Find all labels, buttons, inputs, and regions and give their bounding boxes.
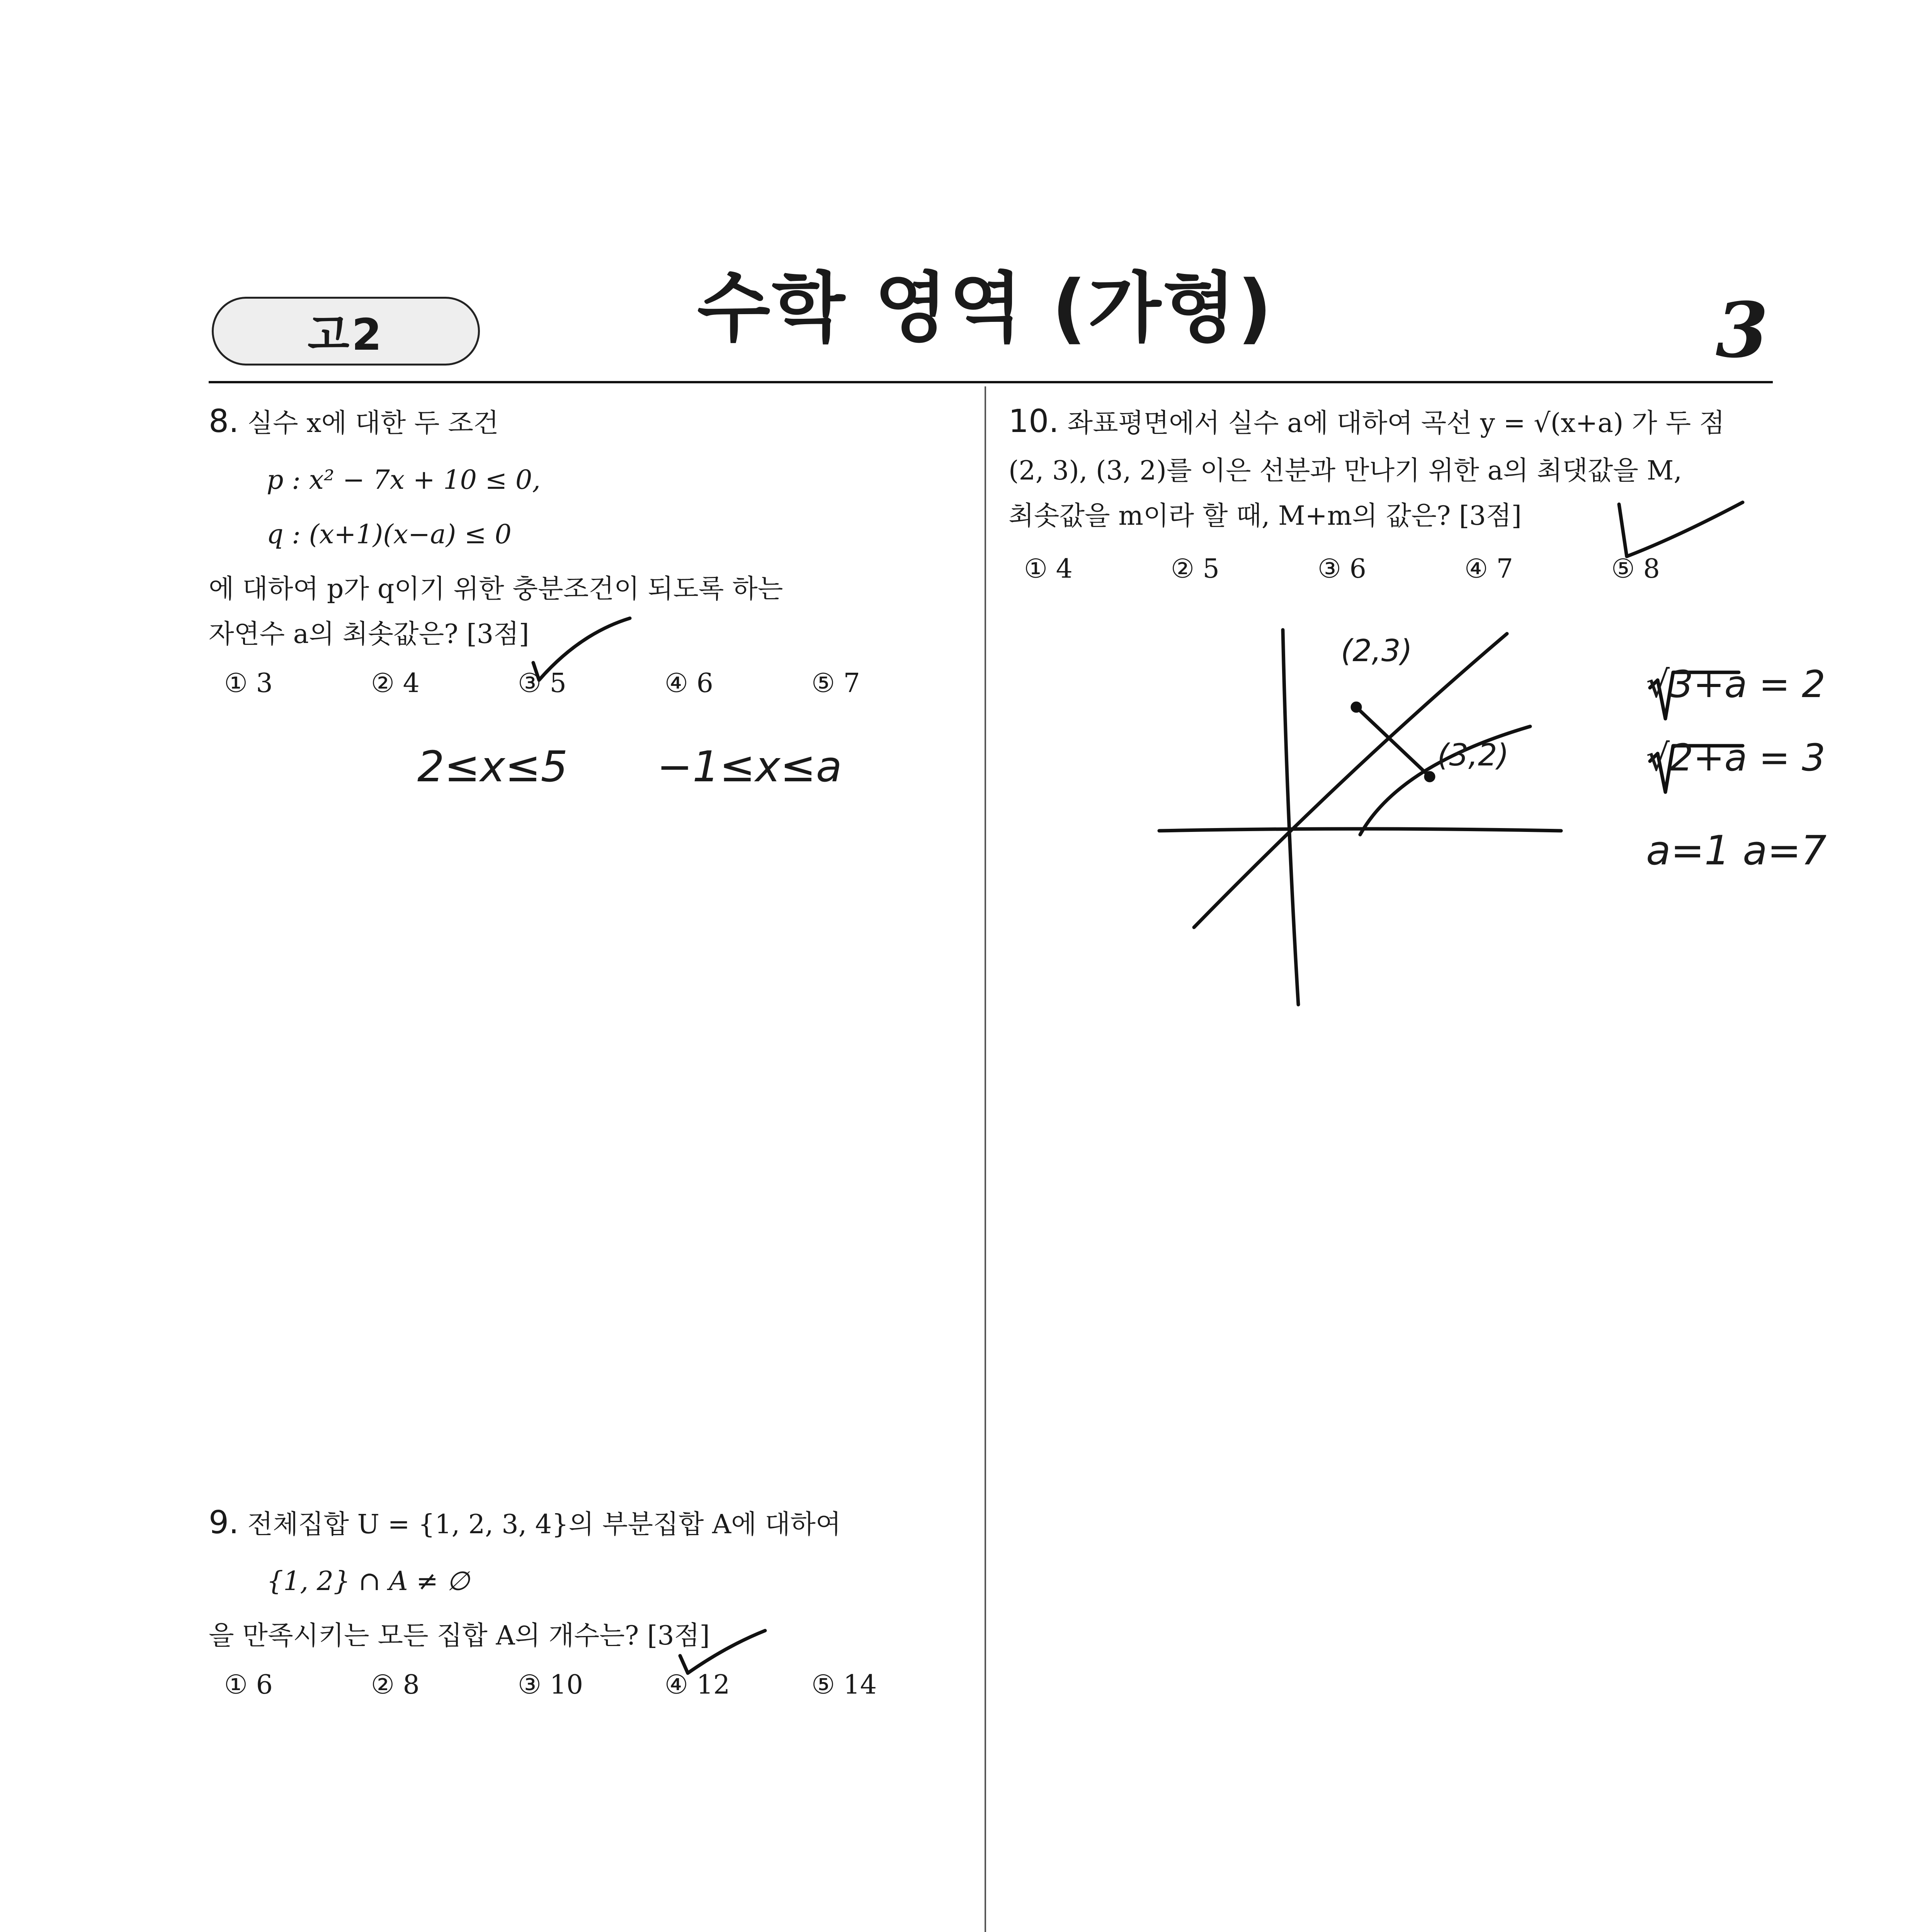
question-number: 9. xyxy=(209,1504,239,1541)
condition-p: p : x² − 7x + 10 ≤ 0, xyxy=(267,465,541,496)
question-text: 에 대하여 p가 q이기 위한 충분조건이 되도록 하는 xyxy=(209,573,783,604)
graph-line xyxy=(1194,634,1507,927)
checkmark-q10 xyxy=(1619,502,1743,556)
choice-5[interactable]: ⑤ 8 xyxy=(1611,553,1660,584)
graph-segment xyxy=(1356,707,1430,777)
graph-y-axis xyxy=(1283,630,1298,1005)
checkmark-q8 xyxy=(533,618,630,680)
choice-3[interactable]: ③ 10 xyxy=(518,1669,583,1700)
question-text: 최솟값을 m이라 할 때, M+m의 값은? [3점] xyxy=(1009,500,1522,531)
handwritten-note: √3+a = 2 xyxy=(1646,663,1826,706)
handwritten-note: a=1 a=7 xyxy=(1646,827,1827,874)
page-number: 3 xyxy=(1716,286,1769,375)
choice-2[interactable]: ② 5 xyxy=(1171,553,1219,584)
condition: {1, 2} ∩ A ≠ ∅ xyxy=(267,1566,470,1597)
question-text: (2, 3), (3, 2)를 이은 선분과 만나기 위한 a의 최댓값을 M, xyxy=(1009,456,1682,486)
condition-q: q : (x+1)(x−a) ≤ 0 xyxy=(267,519,512,550)
exam-title: 수학 영역 (가형) xyxy=(697,264,1274,352)
graph-point-label: (2,3) xyxy=(1341,634,1412,668)
choice-1[interactable]: ① 3 xyxy=(224,668,273,699)
choice-4[interactable]: ④ 12 xyxy=(665,1669,730,1700)
choice-1[interactable]: ① 4 xyxy=(1024,553,1073,584)
choice-5[interactable]: ⑤ 14 xyxy=(811,1669,877,1700)
question-number: 10. xyxy=(1009,403,1059,440)
handwritten-note: √2+a = 3 xyxy=(1646,736,1826,779)
question-text: 전체집합 U = {1, 2, 3, 4}의 부분집합 A에 대하여 xyxy=(247,1509,841,1540)
choice-3[interactable]: ③ 5 xyxy=(518,668,566,699)
choice-4[interactable]: ④ 7 xyxy=(1464,553,1513,584)
choice-4[interactable]: ④ 6 xyxy=(665,668,713,699)
question-text: 좌표평면에서 실수 a에 대하여 곡선 y = √(x+a) 가 두 점 xyxy=(1067,408,1725,439)
choice-2[interactable]: ② 8 xyxy=(371,1669,420,1700)
question-text: 실수 x에 대한 두 조건 xyxy=(247,408,499,439)
choice-1[interactable]: ① 6 xyxy=(224,1669,273,1700)
checkmark-q9 xyxy=(680,1631,765,1673)
graph-point xyxy=(1426,773,1434,781)
grade-badge: 고2 xyxy=(212,297,480,366)
handwritten-note: −1≤x≤a xyxy=(657,742,842,791)
choice-3[interactable]: ③ 6 xyxy=(1318,553,1366,584)
graph-point-label: (3,2) xyxy=(1437,738,1509,773)
choice-5[interactable]: ⑤ 7 xyxy=(811,668,860,699)
handwritten-note: 2≤x≤5 xyxy=(417,742,568,791)
question-text: 자연수 a의 최솟값은? [3점] xyxy=(209,619,529,650)
graph-point xyxy=(1352,703,1360,711)
graph-x-axis xyxy=(1159,829,1561,831)
question-text: 을 만족시키는 모든 집합 A의 개수는? [3점] xyxy=(209,1620,710,1651)
choice-2[interactable]: ② 4 xyxy=(371,668,420,699)
question-number: 8. xyxy=(209,403,239,440)
